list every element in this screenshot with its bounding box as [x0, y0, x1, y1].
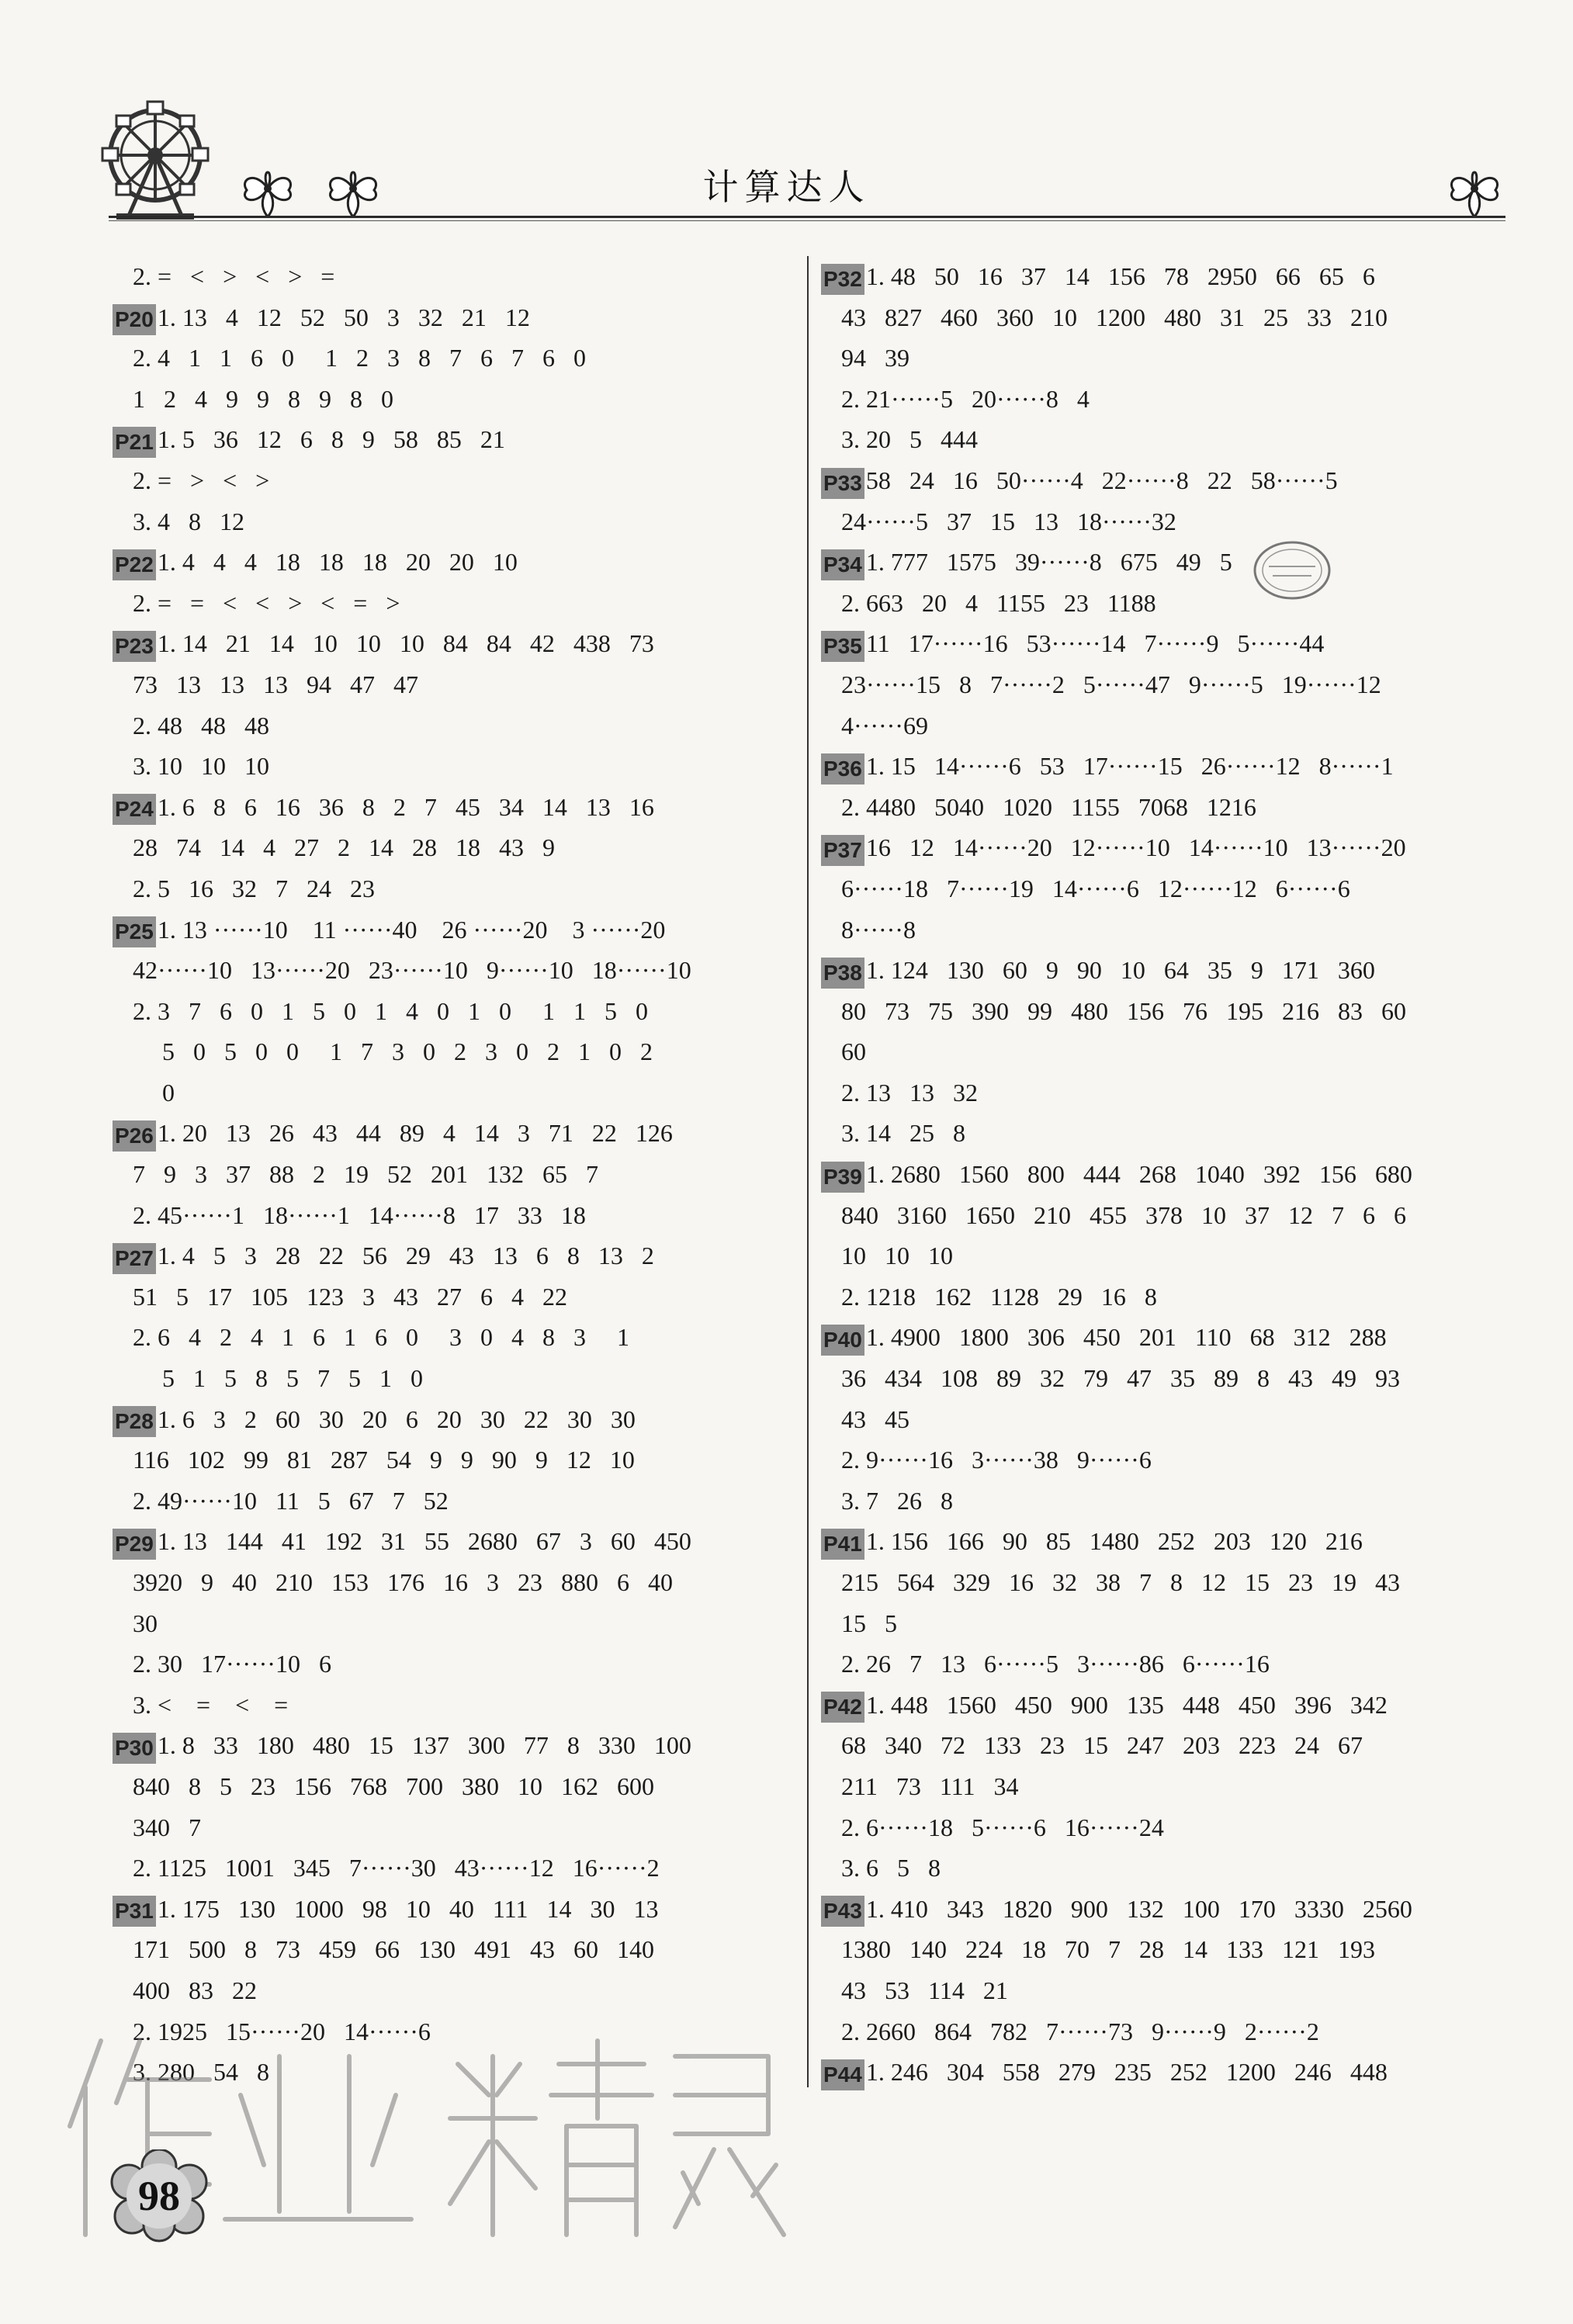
answer-text: 11 17······16 53······14 7······9 5······44 — [865, 629, 1325, 658]
answer-text: 42······10 13······20 23······10 9······10 18······10 — [133, 956, 691, 985]
answer-line — [821, 1235, 1531, 1276]
answer-text: 2. 6 4 2 4 1 6 1 6 0 3 0 4 8 3 1 — [133, 1323, 629, 1352]
answer-text: 28 74 14 4 27 2 14 28 18 43 9 — [133, 833, 555, 862]
answer-text: 3. 6 5 8 — [841, 1854, 941, 1882]
answer-text: 2. 26 7 13 6······5 3······86 6······16 — [841, 1650, 1270, 1678]
answer-line — [821, 827, 1531, 868]
answer-text: 1. 410 343 1820 900 132 100 170 3330 2560 — [865, 1894, 1412, 1923]
answer-text: 2. 1125 1001 345 7······30 43······12 16······2 — [133, 1854, 660, 1882]
answer-line — [113, 1317, 823, 1358]
answer-text: 6······18 7······19 14······6 12······12 6······6 — [841, 874, 1350, 902]
answer-line — [113, 419, 823, 460]
answer-text: 1 2 4 9 9 8 9 8 0 — [133, 384, 393, 413]
answer-line — [821, 2052, 1531, 2093]
answer-line — [821, 1439, 1531, 1481]
answer-text: 840 8 5 23 156 768 700 380 10 162 600 — [133, 1772, 654, 1800]
answer-column-right — [821, 256, 1531, 2093]
answer-line — [113, 501, 823, 542]
answer-line — [113, 1970, 823, 2011]
answer-text: 2. 4480 5040 1020 1155 7068 1216 — [841, 792, 1256, 821]
answer-line — [821, 1766, 1531, 1807]
answer-line — [821, 1970, 1531, 2011]
answer-text: 8······8 — [841, 915, 916, 944]
answer-text: 2. 4 1 1 6 0 1 2 3 8 7 6 7 6 0 — [133, 344, 586, 372]
answer-line — [821, 379, 1531, 420]
answer-text: 3. 280 54 8 — [133, 2058, 269, 2087]
answer-text: 1. 5 36 12 6 8 9 58 85 21 — [157, 425, 505, 454]
answer-line — [821, 787, 1531, 828]
answer-line — [113, 1276, 823, 1318]
page-ref-tag: P24 — [113, 794, 156, 825]
answer-text: 2. 5 16 32 7 24 23 — [133, 874, 375, 902]
answer-text: 2. 2660 864 782 7······73 9······9 2······2 — [841, 2017, 1319, 2045]
answer-line — [113, 950, 823, 991]
answer-line — [113, 1848, 823, 1889]
answer-line — [113, 1481, 823, 1522]
answer-line — [821, 1072, 1531, 1114]
answer-text: 58 24 16 50······4 22······8 22 58······5 — [865, 466, 1338, 494]
answer-line — [821, 256, 1531, 297]
page-ref-tag: P20 — [113, 304, 156, 335]
answer-text: 36 434 108 89 32 79 47 35 89 8 43 49 93 — [841, 1364, 1400, 1393]
answer-line — [113, 583, 823, 624]
answer-text: 1. 4 5 3 28 22 56 29 43 13 6 8 13 2 — [157, 1242, 654, 1270]
answer-text: 1. 48 50 16 37 14 156 78 2950 66 65 6 — [865, 262, 1375, 290]
answer-line — [821, 338, 1531, 379]
answer-text: 1. 6 3 2 60 30 20 6 20 30 22 30 30 — [157, 1404, 636, 1433]
answer-text: 15 5 — [841, 1609, 897, 1637]
answer-text: 3920 9 40 210 153 176 16 3 23 880 6 40 — [133, 1568, 673, 1596]
answer-line — [821, 950, 1531, 991]
answer-text: 1. 13 4 12 52 50 3 32 21 12 — [157, 303, 530, 331]
answer-line — [821, 1276, 1531, 1318]
page-number: 98 — [138, 2173, 180, 2219]
answer-line — [113, 623, 823, 664]
answer-text: 43 827 460 360 10 1200 480 31 25 33 210 — [841, 303, 1388, 331]
answer-line — [113, 746, 823, 787]
answer-line — [113, 705, 823, 746]
column-divider — [807, 256, 809, 2087]
answer-line — [821, 1481, 1531, 1522]
answer-text: 400 83 22 — [133, 1976, 257, 2004]
answer-text: 1. 6 8 6 16 36 8 2 7 45 34 14 13 16 — [157, 792, 654, 821]
answer-text: 1. 246 304 558 279 235 252 1200 246 448 — [865, 2058, 1388, 2087]
answer-line — [113, 827, 823, 868]
answer-line — [821, 1643, 1531, 1685]
answer-line — [821, 868, 1531, 909]
answer-line — [113, 1399, 823, 1440]
answer-text: 68 340 72 133 23 15 247 203 223 24 67 — [841, 1731, 1363, 1760]
answer-line — [113, 664, 823, 705]
answer-line — [113, 1031, 823, 1072]
answer-text: 1. 20 13 26 43 44 89 4 14 3 71 22 126 — [157, 1119, 673, 1148]
answer-text: 73 13 13 13 94 47 47 — [133, 670, 418, 698]
stamp-icon — [1249, 535, 1335, 605]
page-ref-tag: P21 — [113, 427, 156, 458]
answer-text: 1. 777 1575 39······8 675 49 5 — [865, 548, 1232, 577]
answer-text: 2. 1925 15······20 14······6 — [133, 2017, 431, 2045]
answer-line — [821, 1685, 1531, 1726]
answer-line — [821, 419, 1531, 460]
answer-line — [821, 1031, 1531, 1072]
answer-text: 43 53 114 21 — [841, 1976, 1008, 2004]
answer-line — [113, 1154, 823, 1195]
answer-text: 1. 4900 1800 306 450 201 110 68 312 288 — [865, 1323, 1387, 1352]
answer-line — [113, 909, 823, 951]
answer-line — [821, 1113, 1531, 1154]
answer-text: 1. 124 130 60 9 90 10 64 35 9 171 360 — [865, 956, 1375, 985]
answer-line — [821, 1929, 1531, 1970]
answer-text: 1. 4 4 4 18 18 18 20 20 10 — [157, 548, 518, 577]
page-ref-tag: P30 — [113, 1733, 156, 1764]
answer-text: 2. 13 13 32 — [841, 1078, 978, 1107]
answer-line — [113, 1685, 823, 1726]
page-ref-tag: P34 — [821, 549, 864, 580]
page-ref-tag: P23 — [113, 631, 156, 662]
answer-text: 2. 48 48 48 — [133, 711, 269, 739]
answer-text: 2. 49······10 11 5 67 7 52 — [133, 1486, 449, 1515]
answer-line — [113, 1235, 823, 1276]
answer-text: 116 102 99 81 287 54 9 9 90 9 12 10 — [133, 1446, 635, 1474]
answer-line — [821, 705, 1531, 746]
answer-line — [821, 1154, 1531, 1195]
answer-text: 2. 45······1 18······1 14······8 17 33 18 — [133, 1200, 586, 1229]
answer-text: 4······69 — [841, 711, 928, 739]
page-ref-tag: P29 — [113, 1529, 156, 1560]
answer-text: 2. 3 7 6 0 1 5 0 1 4 0 1 0 1 1 5 0 — [133, 996, 648, 1025]
answer-line — [821, 583, 1531, 624]
page-ref-tag: P22 — [113, 549, 156, 580]
answer-line — [113, 1358, 823, 1399]
answer-line — [113, 1725, 823, 1766]
answer-line — [113, 256, 823, 297]
answer-line — [821, 746, 1531, 787]
answer-line — [113, 338, 823, 379]
answer-text: 3. 4 8 12 — [133, 507, 244, 535]
answer-line — [113, 1643, 823, 1685]
page-ref-tag: P32 — [821, 264, 864, 295]
answer-text: 171 500 8 73 459 66 130 491 43 60 140 — [133, 1935, 654, 1964]
answer-line — [821, 1562, 1531, 1603]
answer-line — [821, 542, 1531, 583]
answer-text: 10 10 10 — [841, 1242, 953, 1270]
answer-line — [821, 909, 1531, 951]
answer-text: 3. 20 5 444 — [841, 425, 978, 454]
answer-text: 840 3160 1650 210 455 378 10 37 12 7 6 6 — [841, 1200, 1406, 1229]
page-ref-tag: P39 — [821, 1162, 864, 1193]
answer-text: 2. = < > < > = — [133, 262, 335, 290]
page-ref-tag: P25 — [113, 916, 156, 947]
answer-text: 94 39 — [841, 344, 909, 372]
page-ref-tag: P31 — [113, 1896, 156, 1927]
answer-text: 16 12 14······20 12······10 14······10 13······20 — [865, 833, 1406, 862]
answer-text: 1. 175 130 1000 98 10 40 111 14 30 13 — [157, 1894, 659, 1923]
answer-line — [821, 297, 1531, 338]
answer-text: 1. 13 144 41 192 31 55 2680 67 3 60 450 — [157, 1527, 691, 1556]
answer-line — [821, 623, 1531, 664]
answer-line — [113, 297, 823, 338]
answer-text: 1. 15 14······6 53 17······15 26······12 8······1 — [865, 752, 1394, 781]
answer-line — [113, 1072, 823, 1114]
answer-text: 2. 6······18 5······6 16······24 — [841, 1813, 1164, 1841]
answer-line — [821, 1521, 1531, 1562]
page-ref-tag: P38 — [821, 958, 864, 989]
answer-line — [821, 1317, 1531, 1358]
answer-line — [821, 1725, 1531, 1766]
page-ref-tag: P27 — [113, 1243, 156, 1274]
answer-line — [113, 1195, 823, 1236]
answer-text: 1. 156 166 90 85 1480 252 203 120 216 — [865, 1527, 1363, 1556]
page-ref-tag: P37 — [821, 835, 864, 866]
answer-text: 2. 21······5 20······8 4 — [841, 384, 1090, 413]
answer-text: 1. 8 33 180 480 15 137 300 77 8 330 100 — [157, 1731, 691, 1760]
page-ref-tag: P33 — [821, 468, 864, 499]
answer-text: 5 0 5 0 0 1 7 3 0 2 3 0 2 1 0 2 — [162, 1037, 653, 1066]
answer-text: 2. 1218 162 1128 29 16 8 — [841, 1282, 1157, 1311]
answer-line — [113, 379, 823, 420]
page-ref-tag: P41 — [821, 1529, 864, 1560]
answer-text: 7 9 3 37 88 2 19 52 201 132 65 7 — [133, 1160, 598, 1189]
page-ref-tag: P44 — [821, 2059, 864, 2090]
page-ref-tag: P26 — [113, 1120, 156, 1152]
answer-text: 2. 663 20 4 1155 23 1188 — [841, 588, 1156, 617]
answer-line — [821, 1603, 1531, 1644]
answer-line — [113, 1113, 823, 1154]
answer-text: 51 5 17 105 123 3 43 27 6 4 22 — [133, 1282, 567, 1311]
page-ref-tag: P43 — [821, 1896, 864, 1927]
answer-text: 2. 30 17······10 6 — [133, 1650, 331, 1678]
answer-column-left — [113, 256, 823, 2093]
answer-line — [821, 664, 1531, 705]
answer-line — [113, 542, 823, 583]
page-ref-tag: P40 — [821, 1325, 864, 1356]
answer-text: 43 45 — [841, 1404, 909, 1433]
answer-line — [113, 1889, 823, 1930]
header-rule-thin — [109, 220, 1505, 221]
answer-text: 60 — [841, 1037, 866, 1066]
answer-text: 3. 14 25 8 — [841, 1119, 965, 1148]
page-title: 计算达人 — [702, 166, 871, 208]
answer-text: 3. 7 26 8 — [841, 1486, 953, 1515]
answer-line — [821, 1358, 1531, 1399]
answer-line — [821, 1889, 1531, 1930]
answer-line — [821, 460, 1531, 501]
page-ref-tag: P36 — [821, 753, 864, 784]
answer-text: 1. 13 ······10 11 ······40 26 ······20 3 ······20 — [157, 915, 666, 944]
answer-text: 2. = = < < > < = > — [133, 588, 400, 617]
answer-line — [821, 991, 1531, 1032]
page-header — [0, 0, 1573, 233]
answer-text: 215 564 329 16 32 38 7 8 12 15 23 19 43 — [841, 1568, 1400, 1596]
answer-text: 2. = > < > — [133, 466, 270, 494]
answer-line — [113, 991, 823, 1032]
answer-line — [113, 460, 823, 501]
answer-line — [113, 1807, 823, 1848]
answer-text: 24······5 37 15 13 18······32 — [841, 507, 1176, 535]
answer-text: 340 7 — [133, 1813, 201, 1841]
answer-text: 80 73 75 390 99 480 156 76 195 216 83 60 — [841, 996, 1406, 1025]
answer-text: 211 73 111 34 — [841, 1772, 1019, 1800]
answer-line — [113, 1521, 823, 1562]
answer-text: 1. 2680 1560 800 444 268 1040 392 156 680 — [865, 1160, 1412, 1189]
answer-text: 30 — [133, 1609, 158, 1637]
answer-text: 1. 448 1560 450 900 135 448 450 396 342 — [865, 1690, 1388, 1719]
answer-line — [113, 868, 823, 909]
answer-line — [113, 1562, 823, 1603]
answer-text: 3. < = < = — [133, 1690, 289, 1719]
answer-line — [113, 787, 823, 828]
answer-line — [113, 1929, 823, 1970]
header-rule — [109, 216, 1505, 218]
page-ref-tag: P35 — [821, 631, 864, 662]
answer-line — [821, 2011, 1531, 2052]
page-ref-tag: P42 — [821, 1692, 864, 1723]
answer-text: 0 — [162, 1078, 175, 1107]
answer-line — [113, 1603, 823, 1644]
answer-text: 2. 9······16 3······38 9······6 — [841, 1446, 1152, 1474]
answer-line — [821, 1807, 1531, 1848]
answer-text: 1380 140 224 18 70 7 28 14 133 121 193 — [841, 1935, 1375, 1964]
answer-text: 23······15 8 7······2 5······47 9······5 19······12 — [841, 670, 1381, 698]
answer-line — [821, 1195, 1531, 1236]
answer-line — [821, 1848, 1531, 1889]
answer-line — [113, 1766, 823, 1807]
page-ref-tag: P28 — [113, 1406, 156, 1437]
answer-text: 3. 10 10 10 — [133, 752, 269, 781]
answer-line — [113, 1439, 823, 1481]
answer-text: 5 1 5 8 5 7 5 1 0 — [162, 1364, 423, 1393]
answer-line — [821, 1399, 1531, 1440]
answer-text: 1. 14 21 14 10 10 10 84 84 42 438 73 — [157, 629, 654, 658]
answer-line — [821, 501, 1531, 542]
